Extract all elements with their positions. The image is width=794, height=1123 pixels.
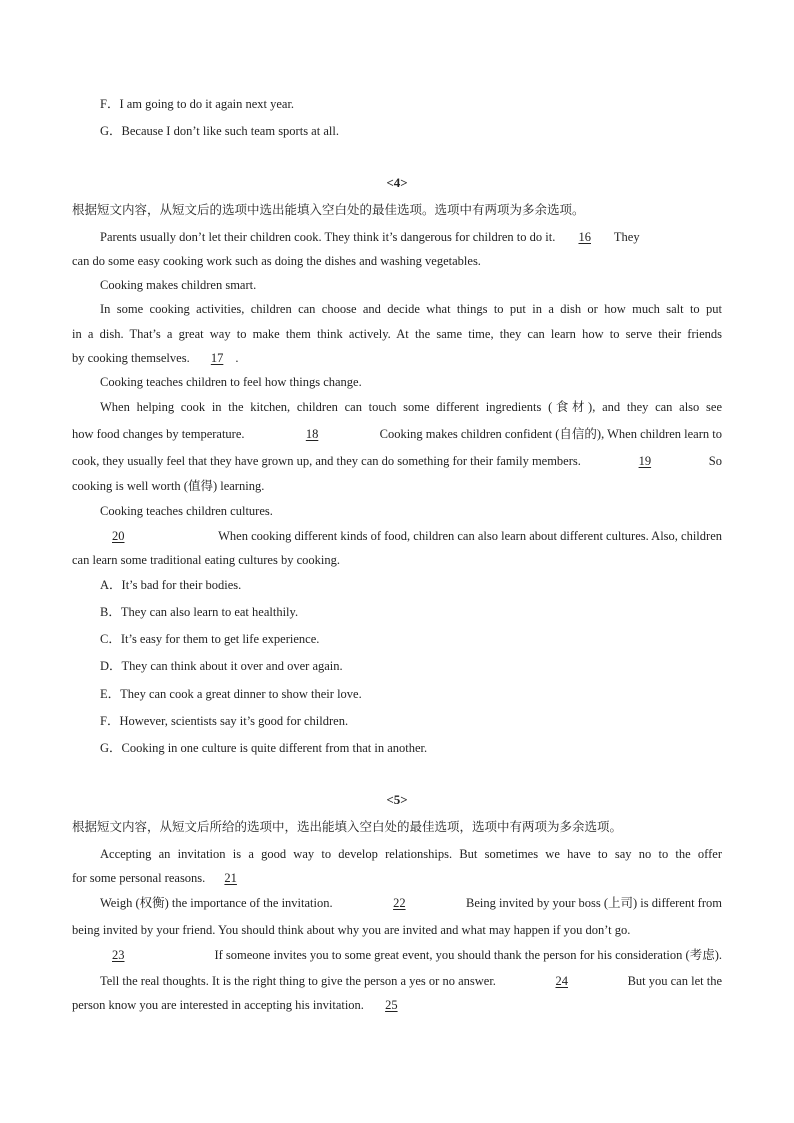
s4-p4-line2: can learn some traditional eating cultures by cooking. [72,553,340,567]
s4-option-g: G．Cooking in one culture is quite different from that in another. [100,741,428,755]
blank-17: 17 [210,351,224,365]
blank-16: 16 [578,230,591,244]
blank-24: 24 [555,974,568,988]
s5-p1-text-b: for some personal reasons. [72,871,206,885]
s5-p4-text-a: Tell the real thoughts. It is the right thing to give the person a yes or no answer. [100,974,496,988]
s5-p2-line2: being invited by your friend. You should think about why you are invited and what may happen if you don’t go. [72,923,631,937]
s4-p1-line2: can do some easy cooking work such as doing the dishes and washing vegetables. [72,254,481,268]
s4-p4-line1 [100,528,722,544]
s4-p3-text-c2: So [708,454,722,468]
s4-p4-text-a: When cooking different kinds of food, children can also learn about different cultures. Also, children [218,529,722,543]
s4-p2-text-c: by cooking themselves. [72,351,190,365]
option-f-top: F．I am going to do it again next year. [100,97,295,111]
s4-p2-text-d: . [235,351,239,365]
section-4-instruction: 根据短文内容，从短文后的选项中选出能填入空白处的最佳选项。选项中有两项为多余选项。 [72,202,585,217]
s4-option-e: E．They can cook a great dinner to show their love. [100,687,362,701]
s4-option-b: B．They can also learn to eat healthily. [100,605,299,619]
section-5-instruction: 根据短文内容，从短文后所给的选项中，选出能填入空白处的最佳选项，选项中有两项为多余选项。 [72,819,623,834]
s5-p4-line2 [72,997,410,1013]
s5-p4-line1 [100,973,722,989]
s4-heading-1: Cooking makes children smart. [100,278,257,292]
s5-p4-text-b: But you can let the [627,974,722,988]
s5-p1-line2 [72,870,249,886]
s4-option-d: D．They can think about it over and over again. [100,659,343,673]
s4-heading-3: Cooking teaches children cultures. [100,504,273,518]
s4-option-a: A．It’s bad for their bodies. [100,578,242,592]
blank-20: 20 [112,529,125,543]
s4-p2-line2: in a dish. That’s a great way to make them think actively. At the same time, they can learn how to serve their friends [72,327,722,341]
blank-18: 18 [305,427,319,441]
s4-p2-line1: In some cooking activities, children can choose and decide what things to put in a dish or how much salt to put [100,302,722,316]
section-5-title: <5> [386,792,408,807]
s4-p3-text-c1: cook, they usually feel that they have grown up, and they can do something for their family members. [72,454,581,468]
s5-p2-line1 [100,895,722,911]
s4-p3-line2 [72,426,722,442]
s4-option-f: F．However, scientists say it’s good for children. [100,714,349,728]
s4-p3-line4: cooking is well worth (值得) learning. [72,479,265,493]
blank-23: 23 [112,948,125,962]
blank-19: 19 [638,454,652,468]
blank-22: 22 [393,896,406,910]
s4-option-c: C．It’s easy for them to get life experience. [100,632,320,646]
s4-p3-line3 [72,453,722,469]
s4-heading-2: Cooking teaches children to feel how things change. [100,375,362,389]
s4-p2-line3 [72,350,238,366]
blank-21: 21 [224,871,237,885]
blank-25: 25 [385,998,398,1012]
s4-p3-text-b1: how food changes by temperature. [72,427,245,441]
s4-p1-text-b: They [613,230,640,244]
s4-p3-text-b2: Cooking makes children confident (自信的), When children learn to [379,427,722,441]
s5-p2-text-b: Being invited by your boss (上司) is different from [466,896,722,910]
s5-p3-line1 [100,947,722,963]
s5-p3-text-a: If someone invites you to some great event, you should thank the person for his consideration (考虑). [214,948,722,962]
s4-p3-line1: When helping cook in the kitchen, children can touch some different ingredients (食材), and they can also see [100,400,722,414]
section-4-title: <4> [386,175,408,190]
option-g-top: G．Because I don’t like such team sports at all. [100,124,339,138]
s5-p4-text-c: person know you are interested in accepting his invitation. [72,998,364,1012]
s5-p1-line1: Accepting an invitation is a good way to develop relationships. But sometimes we have to say no to the offer [100,847,722,861]
s4-p1-text-a: Parents usually don’t let their children cook. They think it’s dangerous for children to do it. [100,230,556,244]
s4-p1-line1 [100,229,640,245]
s5-p2-text-a: Weigh (权衡) the importance of the invitation. [100,896,333,910]
